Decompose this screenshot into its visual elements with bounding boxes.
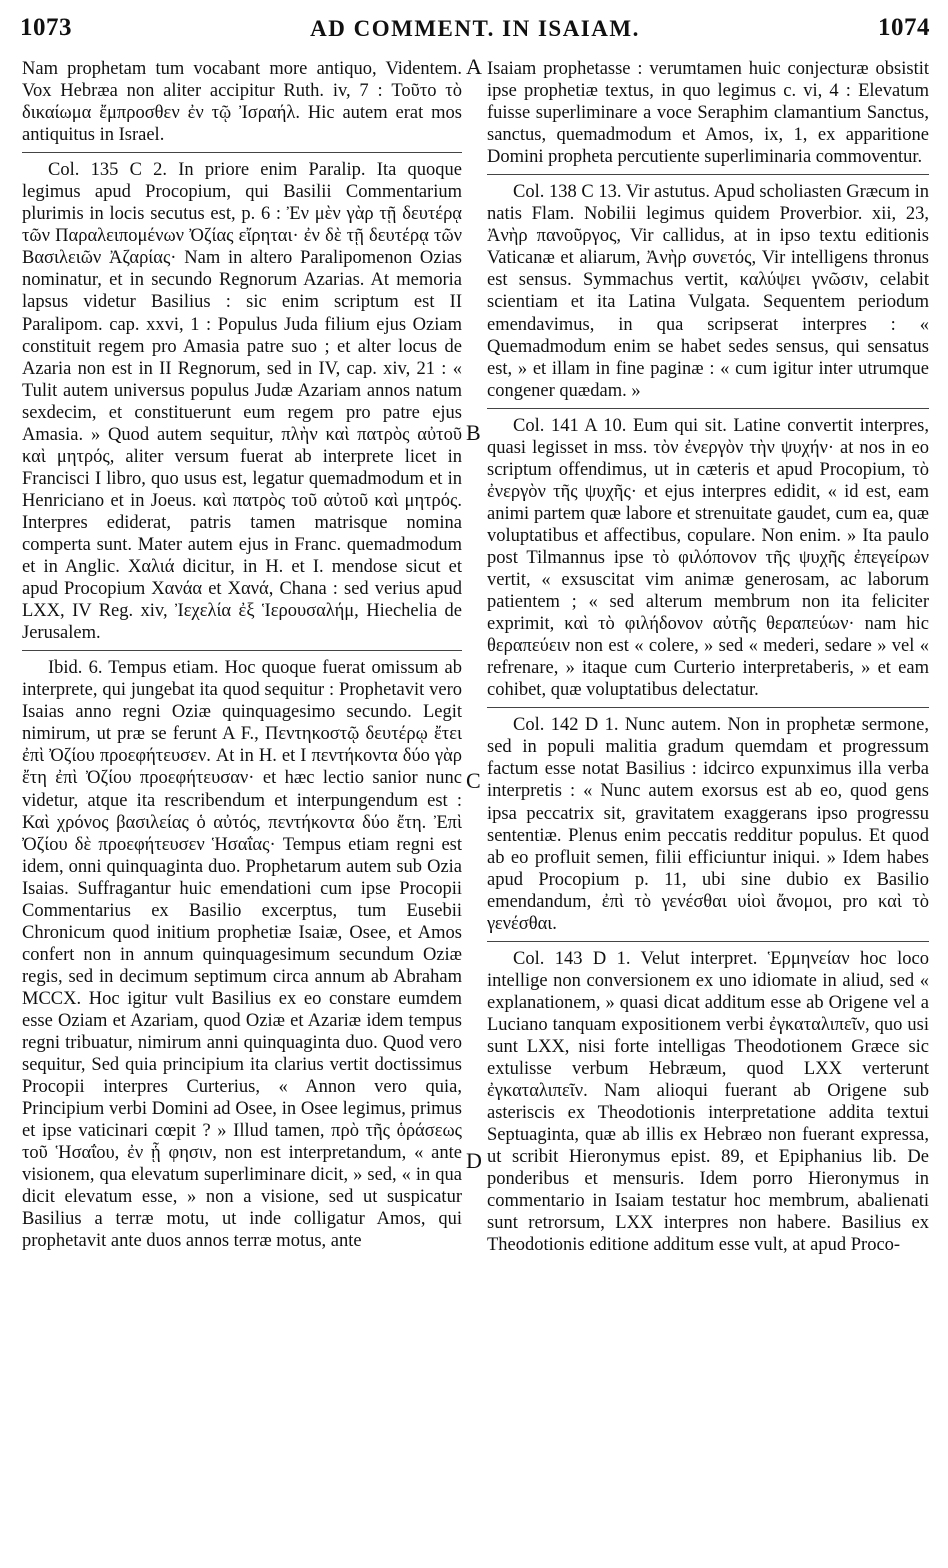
margin-marker-b: B	[466, 420, 481, 445]
page-number-left: 1073	[20, 14, 72, 41]
note-paragraph: Isaiam prophetasse : verumtamen huic conjecturæ obsistit ipse prophetiæ textus, in quo legimus c. vi, 4 : Elevatum fuisse superliminare a voce Seraphim clamantium Sanctus, sanctus, quemadmodum et Amos, ix, 1, ex apparitione Domini propheta percutiente superliminaria commoventur.	[487, 59, 929, 168]
margin-marker-d: D	[466, 1148, 482, 1173]
left-column	[22, 58, 462, 1252]
note-paragraph: Nam prophetam tum vocabant more antiquo, Videntem. Vox Hebræa non aliter accipitur Ruth. iv, 7 : Τοῦτο τὸ δικαίωμα ἔμπροσθεν ἐν τῷ Ἰσραήλ. Hic autem erat mos antiquitus in Israel.	[22, 59, 462, 146]
note-paragraph: Col. 135 C 2. In priore enim Paralip. Ita quoque legimus apud Procopium, qui Basilii Commentarium plurimis in locis secutus est, p. 6 : Ἐν μὲν γὰρ τῇ δευτέρᾳ τῶν Παραλειπομένων Ὀζίας εἴρηται· ἐν δὲ τῇ δευτέρᾳ τῶν Βασιλειῶν Ἀζαρίας· Nam in altero Paralipomenon Ozias nominatur, et in secundo Regnorum Azarias. At memoria lapsus videtur Basilius : sic enim scriptum est II Paralipom. cap. xxvi, 1 : Populus Juda filium ejus Oziam constituit regem pro Amasia patre suo ; et alter locus de Azaria non est in II Regnorum, sed in IV, cap. xiv, 21 : « Tulit autem universus populus Judæ Azariam annos natum sexdecim, et constituerunt eum regem pro patre ejus Amasia. » Quod autem sequitur, πλὴν καὶ πατρὸς αὐτοῦ καὶ μητρός, aliter versum fuerat ab interprete licet in Francisci I libro, quo usus est, legatur quemadmodum et in Henriciano et in Joeus. καὶ πατρὸς τοῦ αὐτοῦ καὶ μητρός. Interpres ediderat, patris tamen matrisque nomina comperta sunt. Mater autem ejus in Franc. quemadmodum et in Anglic. Χαλιά dicitur, in H. et I. mendose sicut et apud Procopium Χανάα et Χανά, Chana : sed verius apud LXX, IV Reg. xiv, Ἰεχελία ἐξ Ἱερουσαλήμ, Hiechelia de Jerusalem.	[22, 152, 462, 644]
page-number-right: 1074	[878, 14, 930, 41]
margin-marker-a: A	[466, 54, 482, 79]
margin-marker-c: C	[466, 768, 481, 793]
note-paragraph: Col. 141 A 10. Eum qui sit. Latine convertit interpres, quasi legisset in mss. τὸν ἐνεργὸν τὴν ψυχήν· at nos in eo scriptum offendimus, ut in cæteris et apud Procopium, τὸ ἐνεργὸν τῆς ψυχῆς· et ejus interpres edidit, « id est, eam animi partem quæ labore et strenuitate gaudet, cum ea, quæ voluptatibus et affectibus, copulare. Non enim. » Ita paulo post Tilmannus ipse τὸ φιλόπονον τῆς ψυχῆς ἐπεγείρων vertit, « exsuscitat vim animæ generosam, ac laborum patientem ; « sed alterum membrum non ita feliciter exprimit, καὶ τὸ φιλήδονον αὐτῆς θεραπεύων· nam hic θεραπεύειν non est « colere, » sed « mederi, sedare » vel « refrenare, » itaque cum Curterio interpretaberis, » et eam cohibet, quæ voluptatibus delectatur.	[487, 408, 929, 702]
note-paragraph: Col. 142 D 1. Nunc autem. Non in prophetæ sermone, sed in populi malitia gradum quemdam et progressum factum esse notat Basilius : idcirco expunximus illa verba interpretis : « Nunc autem exorsus est ab eo, quod gens ipsa peccatrix sit, gravitatem exaggerans ipso progressu sententiæ. Plenus enim peccatis redditur populus. Et quod ab eo profluit semen, filii efficiuntur iniqui. » Idem habes apud Procopium p. 11, ubi sine dubio ex Basilio emendandum, ἐπὶ τὸ γενέσθαι υἱοὶ ἄνομοι, pro καὶ τὸ γενέσθαι.	[487, 707, 929, 934]
running-title: AD COMMENT. IN ISAIAM.	[310, 16, 640, 41]
right-column	[487, 58, 929, 1256]
note-paragraph: Ibid. 6. Tempus etiam. Hoc quoque fuerat omissum ab interprete, qui jungebat ita quod sequitur : Prophetavit vero Isaias anno regni Oziæ quinquagesimo secundo. Legit nimirum, ut præ se ferunt A F., Πεντηκοστῷ δευτέρῳ ἔτει ἐπὶ Ὀζίου προεφήτευσεν. At in H. et I πεντήκοντα δύο γὰρ ἔτη ἐπὶ Ὀζίου προεφήτευσαν· et hæc lectio sanior nunc videtur, atque ita rescribendum et interpungendum est : Καὶ χρόνος βασιλείας ὁ αὐτός, πεντήκοντα δύο ἔτη. Ἐπὶ Ὀζίου δὲ προεφήτευσεν Ἡσαΐας· Tempus etiam regni est idem, onni quinquaginta duo. Prophetarum autem sub Ozia Isaias. Suffragantur huic emendationi cum ipse Procopii Commentarius ex Basilio excerptus, tum Eusebii Chronicum quod initium prophetiæ Isaiæ, Osee, et Amos confert non in annum quinquagesimum secundum Oziæ regis, sed in decimum septimum circa annum ab Abraham MCCX. Hoc igitur vult Basilius ex eo constare eumdem esse Oziam et Azariam, quod Oziæ et Azariæ idem tempus regni tribuatur, nimirum anni quinquaginta duo. Quod vero sequitur, Sed quia principium ita clarius vertit doctissimus Procopii interpres Curterius, « Annon vero quia, Principium verbi Domini ad Osee, in Osee legimus, primus et ipse vaticinari cœpit ? » Illud tamen, πρὸ τῆς ὁράσεως τοῦ Ἡσαΐου, ἐν ᾗ φησιν, non est interpretandum, « ante visionem, qua elevatum superliminare dicit, » sed, « in qua dicit elevatum esse, » non a visione, sed ut suspicatur Basilius a terræ motu, ut inde colligatur Amos, qui prophetavit ante duos annos terræ motus, ante	[22, 650, 462, 1252]
note-paragraph: Col. 138 C 13. Vir astutus. Apud scholiasten Græcum in natis Flam. Nobilii legimus quidem Proverbior. xii, 23, Ἀνὴρ πανοῦργος, Vir callidus, at in ipso textu editionis Vaticanæ et aliarum, Ἀνὴρ συνετός, Vir intelligens thronus est sensus. Symmachus vertit, καλύψει γνῶσιν, celabit scientiam et ita Latina Vulgata. Sequentem periodum emendavimus, in qua scripserat interpres : « Quemadmodum enim se habet sedes sensus, qui sensatus est, » et illam in fine paginæ : « cum igitur inter utrumque congener quædam. »	[487, 174, 929, 401]
page-header	[20, 14, 930, 44]
note-paragraph: Col. 143 D 1. Velut interpret. Ἑρμηνείαν hoc loco intellige non conversionem ex uno idiomate in aliud, sed « explanationem, » quasi dicat additum esse ab Origene vel a Luciano tanquam expositionem verbi ἐγκαταλιπεῖν, quo usi sunt LXX, nisi forte intelligas Theodotionem Græce sic extulisse verbum Hebræum, quod LXX verterunt ἐγκαταλιπεῖν. Nam alioqui fuerant ab Origene sub asteriscis ex Theodotionis interpretatione addita textui Septuaginta, quæ ab illis ex Hebræo non fuerant expressa, ut scribit Hieronymus epist. 89, et Epiphanius lib. De ponderibus et mensuris. Idem porro Hieronymus in commentario in Isaiam testatur hoc membrum, abalienati sunt retrorsum, LXX interpres non habere. Basilius ex Theodotionis editione additum esse vult, at apud Proco-	[487, 941, 929, 1257]
